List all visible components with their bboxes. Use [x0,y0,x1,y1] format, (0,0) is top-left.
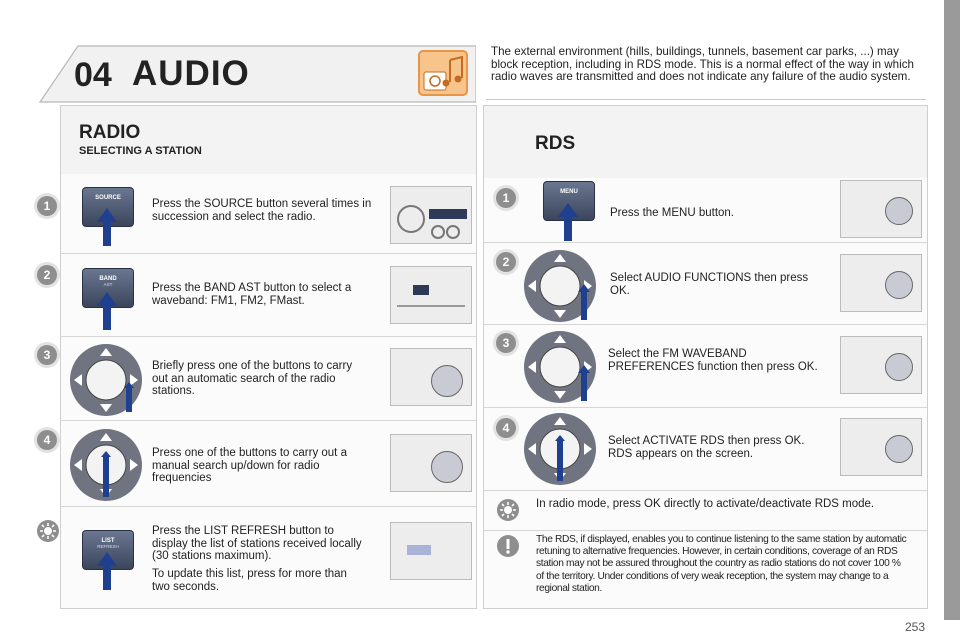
step-badge: 1 [37,196,57,216]
button-sublabel: REFRESH [97,544,119,549]
list-refresh-update-text: To update this list, press for more than two seconds. [152,568,347,593]
radio-unit-image [840,336,922,394]
warning-icon [496,534,520,558]
step-badge: 2 [496,252,516,272]
page-number: 253 [905,620,926,634]
press-arrow-icon [97,292,117,330]
chapter-title: AUDIO [132,54,250,93]
radio-step-1-text: Press the SOURCE button several times in succession and select the radio. [152,198,372,223]
notice-divider [486,99,926,100]
step-divider [483,490,927,491]
step-badge: 3 [37,345,57,365]
button-label: LIST [101,538,115,544]
radio-subtitle: SELECTING A STATION [79,145,202,157]
radio-step-2-text: Press the BAND AST button to select a waveband: FM1, FM2, FMast. [152,282,352,307]
navigation-pad-icon [522,248,598,324]
button-label: SOURCE [95,195,121,201]
radio-step-4-text: Press one of the buttons to carry out a manual search up/down for radio frequencies [152,447,347,484]
rds-step-1-text: Press the MENU button. [610,207,734,219]
radio-unit-image [840,180,922,238]
radio-title: RADIO [79,122,141,143]
step-badge: 4 [37,430,57,450]
list-refresh-text: Press the LIST REFRESH button to display the list of stations received locally (30 stations maximum). [152,525,362,562]
navigation-pad-icon [68,427,144,503]
side-tab [944,0,960,620]
step-badge: 4 [496,418,516,438]
radio-unit-image [390,434,472,492]
audio-music-icon [418,50,468,96]
navigation-pad-icon [522,329,598,405]
step-badge: 2 [37,265,57,285]
step-badge: 1 [496,188,516,208]
press-arrow-icon [97,208,117,246]
step-divider [483,530,927,531]
rds-step-3-text: Select the FM WAVEBAND PREFERENCES function then press OK. [608,348,818,373]
chapter-number: 04 [74,56,112,94]
navigation-pad-icon [522,411,598,487]
navigation-pad-icon [68,342,144,418]
rds-warning-text: The RDS, if displayed, enables you to continue listening to the same station by automatic retuning to alternative frequencies. However, in certain conditions, coverage of an RDS station may not be assured throughout the country as radio stations do not cover 100 % of the territory. Under conditions of very weak reception, the system may change to a regional station. [536,534,907,594]
button-label: BAND [99,276,117,282]
rds-tip-text: In radio mode, press OK directly to activate/deactivate RDS mode. [536,498,875,510]
step-divider [483,324,927,325]
tip-icon [496,498,520,522]
button-label: MENU [560,189,578,195]
press-arrow-icon [558,203,578,241]
radio-step-3-text: Briefly press one of the buttons to carry out an automatic search of the radio stations. [152,360,353,397]
step-badge: 3 [496,333,516,353]
step-divider [60,420,476,421]
radio-unit-image [390,186,472,244]
step-divider [483,242,927,243]
step-divider [60,253,476,254]
reception-notice: The external environment (hills, buildings, tunnels, basement car parks, ...) may block reception, including in RDS mode. This is a normal effect of the way in which radio waves are transmitted and does not indicate any failure of the audio system. [491,45,914,83]
rds-step-4-text: Select ACTIVATE RDS then press OK. RDS appears on the screen. [608,435,805,460]
rds-step-2-text: Select AUDIO FUNCTIONS then press OK. [610,272,809,297]
rds-title: RDS [535,133,576,154]
press-arrow-icon [97,552,117,590]
button-sublabel: AST [103,282,113,287]
step-divider [60,506,476,507]
radio-unit-image [840,254,922,312]
step-divider [483,407,927,408]
radio-unit-image [840,418,922,476]
radio-unit-image [390,522,472,580]
radio-unit-image [390,348,472,406]
step-divider [60,336,476,337]
tip-icon [36,519,60,543]
radio-unit-image [390,266,472,324]
